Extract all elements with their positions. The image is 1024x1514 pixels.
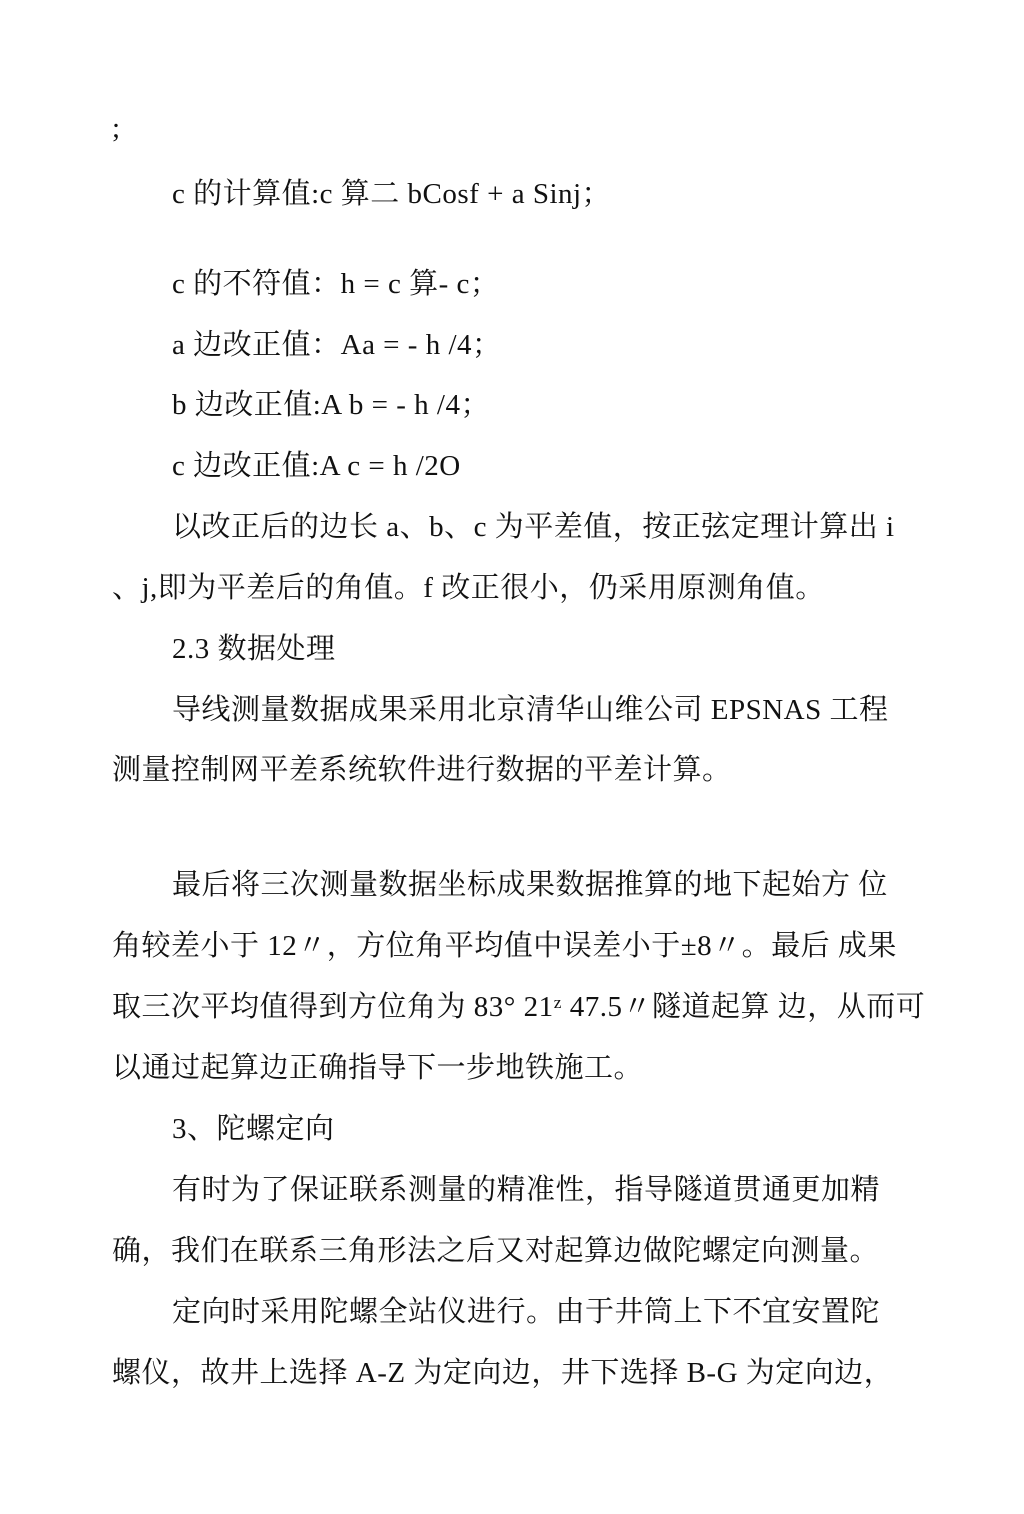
paragraph-line: 取三次平均值得到方位角为 83° 21ᶻ 47.5〃隧道起算 边，从而可 — [112, 991, 926, 1023]
paragraph-line: 最后将三次测量数据坐标成果数据推算的地下起始方 位 — [172, 869, 888, 901]
formula-line-c-misclosure: c 的不符值：h = c 算- c； — [172, 268, 500, 300]
formula-line-a-correction: a 边改正值：Aa = - h /4； — [172, 329, 502, 361]
paragraph-line: 导线测量数据成果采用北京清华山维公司 EPSNAS 工程 — [172, 694, 889, 726]
formula-line-c-correction: c 边改正值:A c = h /2O — [172, 450, 461, 482]
text-line: ; — [112, 112, 121, 144]
paragraph-line: 测量控制网平差系统软件进行数据的平差计算。 — [112, 754, 732, 786]
paragraph-line: 螺仪，故井上选择 A-Z 为定向边，井下选择 B-G 为定向边， — [112, 1357, 894, 1389]
paragraph-line: 角较差小于 12〃，方位角平均值中误差小于±8〃。最后 成果 — [112, 930, 897, 962]
paragraph-line: 有时为了保证联系测量的精准性，指导隧道贯通更加精 — [172, 1174, 881, 1206]
formula-line-b-correction: b 边改正值:A b = - h /4； — [172, 389, 490, 421]
section-heading: 2.3 数据处理 — [172, 633, 336, 665]
paragraph-line: 、j,即为平差后的角值。f 改正很小，仍采用原测角值。 — [112, 572, 825, 604]
formula-line-c-computed: c 的计算值:c 算二 bCosf + a Sinj； — [172, 178, 612, 210]
paragraph-line: 定向时采用陀螺全站仪进行。由于井筒上下不宜安置陀 — [172, 1296, 881, 1328]
section-heading: 3、陀螺定向 — [172, 1113, 335, 1145]
paragraph-line: 以改正后的边长 a、b、c 为平差值，按正弦定理计算出 i — [172, 511, 895, 543]
paragraph-line: 以通过起算边正确指导下一步地铁施工。 — [112, 1052, 644, 1084]
paragraph-line: 确，我们在联系三角形法之后又对起算边做陀螺定向测量。 — [112, 1235, 880, 1267]
